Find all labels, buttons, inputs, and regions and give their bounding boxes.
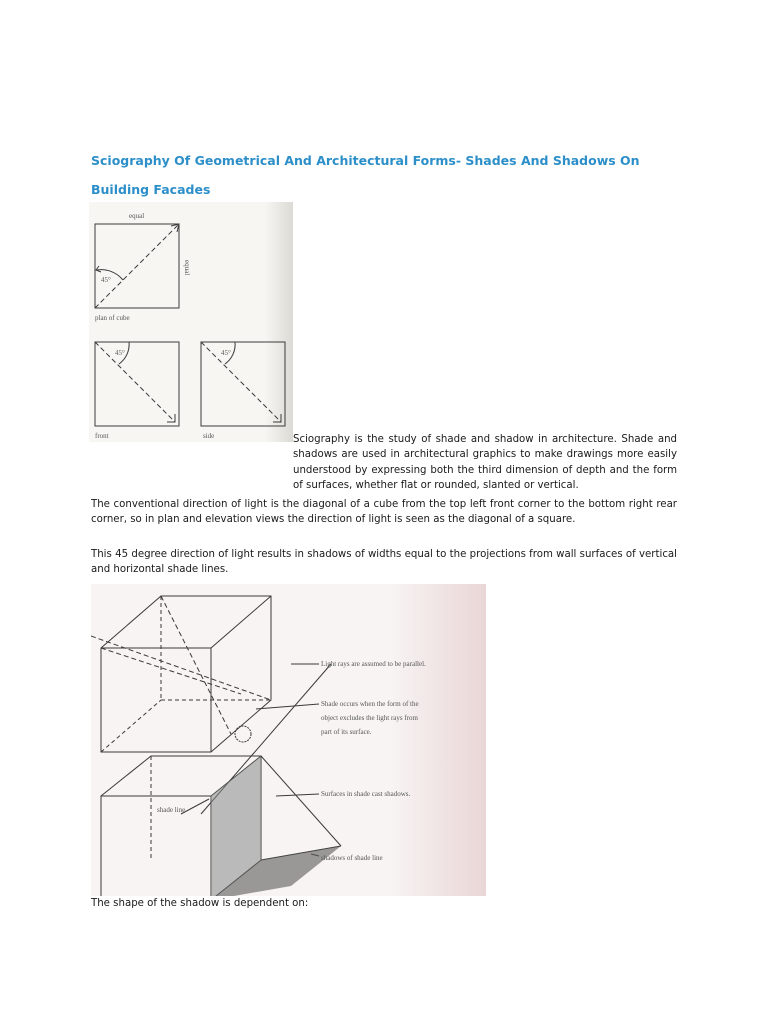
label-angle-plan: 45° [101,276,111,284]
cube-shade-shadow-figure [91,584,486,896]
paragraph-intro [91,432,677,493]
shade-shadow-diagram [91,584,486,896]
label-surfaces: Surfaces in shade cast shadows. [321,790,411,798]
label-rays: Light rays are assumed to be parallel. [321,660,426,668]
shade-hatching [211,756,341,896]
plan-diagonal [95,224,179,308]
upper-cube-outline [101,596,271,752]
cube-plan-elevation-figure [89,202,293,442]
label-front: front [95,432,109,440]
label-shade-1: Shade occurs when the form of the [321,700,419,708]
label-equal-side: equal [183,260,191,276]
label-shade-2: object excludes the light rays from [321,714,418,722]
label-side: side [203,432,215,440]
paragraph-shadow-width: This 45 degree direction of light results in shadows of widths equal to the projections from wall surfaces of vertical and horizontal shade lines. [91,549,677,576]
light-ray-2 [101,648,241,694]
cube-diagrams [89,202,293,442]
sun-symbol [235,726,251,742]
light-ray-3 [161,596,231,734]
paragraph-light-direction: The conventional direction of light is the diagonal of a cube from the top left front corner to the bottom right rear corner, so in plan and elevation views the direction of light is seen as the diagonal of a square. [91,499,677,526]
label-equal-top: equal [129,212,145,220]
plan-arc-arrow [96,266,101,272]
article-title: Sciography Of Geometrical And Architectural Forms- Shades And Shadows On Building Facades [91,153,640,197]
label-angle-front: 45° [115,349,125,357]
label-shade-3: part of its surface. [321,728,372,736]
label-shadows: shadows of shade line [321,854,383,862]
label-plan: plan of cube [95,314,130,322]
front-diagonal [95,342,175,422]
label-angle-side: 45° [221,349,231,357]
paragraph-intro-text: Sciography is the study of shade and shadow in architecture. Shade and shadows are used in architectural graphics to make drawings more easily understood by expressing both the third dimension of depth and the form of surfaces, whether flat or rounded, slanted or vertical. [293,434,677,491]
label-shade-line: shade line [157,806,186,814]
paragraph-shape-dependent: The shape of the shadow is dependent on: [91,898,309,909]
light-ray-1 [91,636,271,700]
side-diagonal [201,342,281,422]
